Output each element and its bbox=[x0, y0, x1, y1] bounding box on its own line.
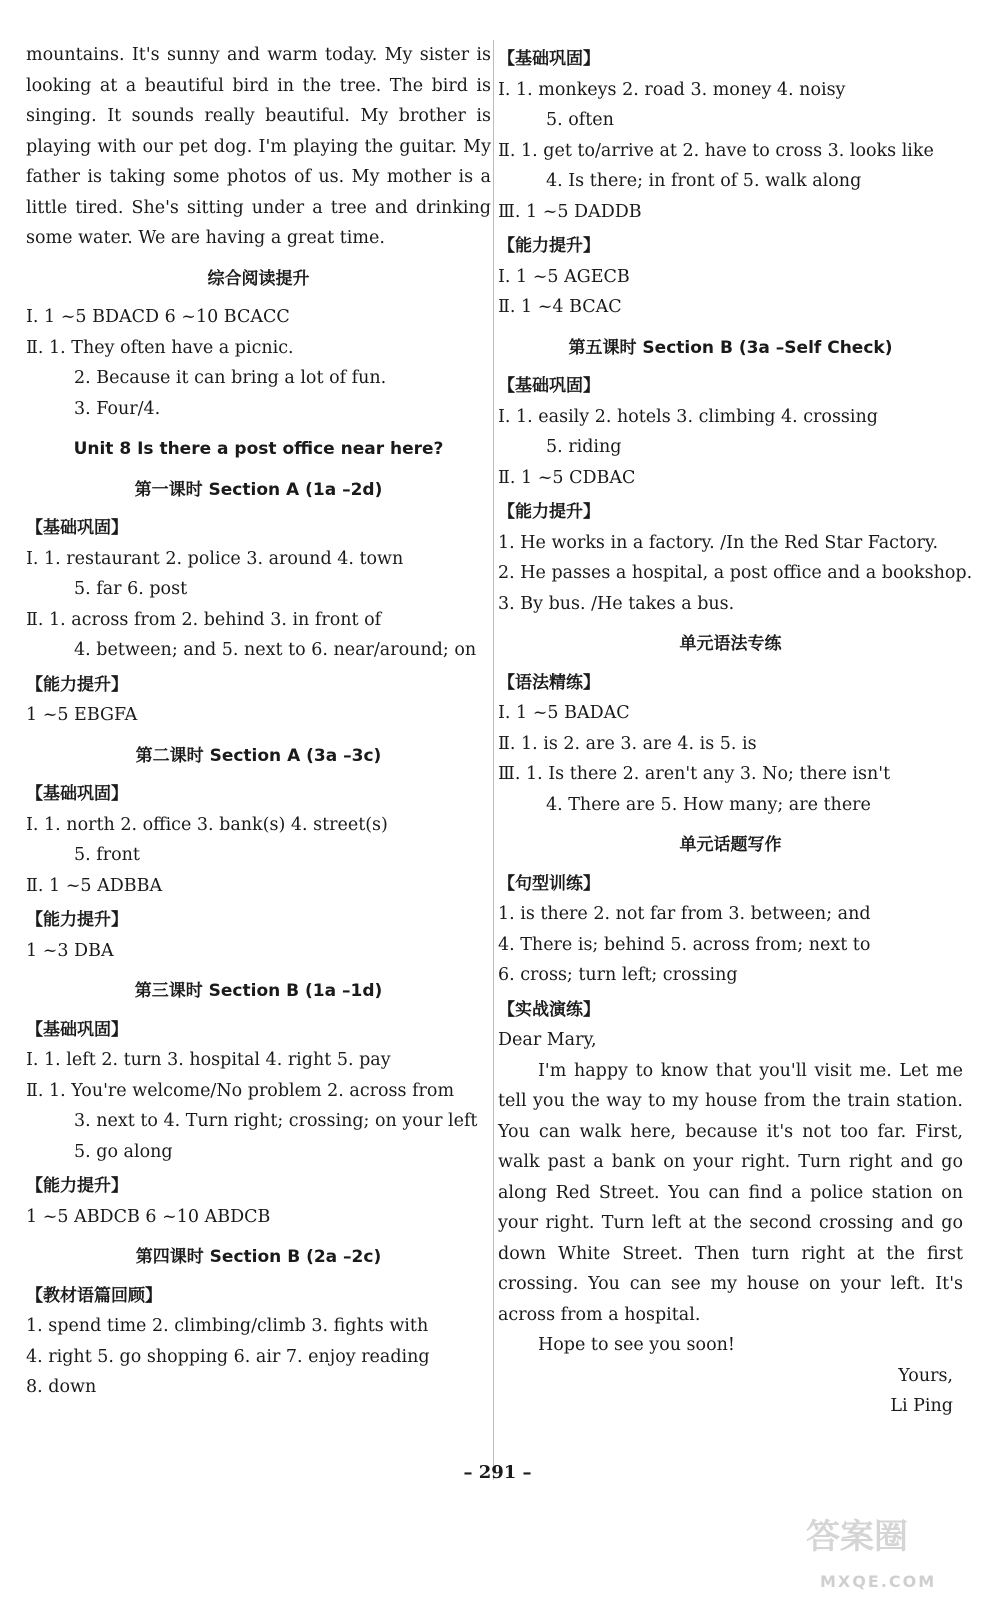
section-label: 【基础巩固】 bbox=[26, 784, 128, 804]
section-label: 【基础巩固】 bbox=[498, 49, 600, 69]
answer-line: 6. cross; turn left; crossing bbox=[498, 965, 738, 985]
answer-line: Ⅲ. 1 ~5 DADDB bbox=[498, 201, 642, 222]
letter-yours: Yours, bbox=[898, 1365, 953, 1386]
section-label: 【基础巩固】 bbox=[26, 518, 128, 538]
watermark-logo bbox=[800, 1505, 980, 1595]
answer-line: Ⅱ. 1. get to/arrive at 2. have to cross 3. looks like bbox=[498, 140, 934, 161]
answer-line: Ⅰ. 1. restaurant 2. police 3. around 4. town bbox=[26, 548, 404, 569]
answer-line: 3. next to 4. Turn right; crossing; on your left bbox=[74, 1111, 478, 1131]
answer-line: Ⅱ. 1 ~5 ADBBA bbox=[26, 875, 163, 896]
lesson-3-title: 第三课时 Section B (1a –1d) bbox=[134, 981, 383, 1001]
section-label: 【句型训练】 bbox=[498, 873, 600, 894]
letter-body: I'm happy to know that you'll visit me. Let me tell you the way to my house from the train station. You can walk here, because it's not too far. First, walk past a bank on your right. Turn right and go along Red Street. You can find a police station on your right. Turn left at the second crossing and go down White Street. Then turn right at the first crossing. You can see my house on your left. It's across from a hospital. bbox=[498, 1060, 963, 1325]
unit-title: Unit 8 Is there a post office near here? bbox=[73, 439, 444, 459]
answer-line: 1 ~3 DBA bbox=[26, 940, 114, 961]
answer-line: 4. There is; behind 5. across from; next to bbox=[498, 934, 871, 955]
answer-line: 3. Four/4. bbox=[74, 398, 161, 419]
column-divider bbox=[493, 40, 494, 1480]
section-label: 【语法精练】 bbox=[498, 672, 600, 693]
answer-line: 1. He works in a factory. /In the Red Star Factory. bbox=[498, 532, 939, 553]
answer-line: 3. By bus. /He takes a bus. bbox=[498, 593, 735, 614]
reading-section-title: 综合阅读提升 bbox=[207, 268, 310, 289]
section-label: 【能力提升】 bbox=[26, 674, 128, 695]
answer-line: Ⅰ. 1. left 2. turn 3. hospital 4. right 5. pay bbox=[26, 1050, 391, 1070]
answer-line: 5. far 6. post bbox=[74, 579, 188, 599]
answer-line: 1. is there 2. not far from 3. between; and bbox=[498, 904, 871, 924]
answer-line: Ⅱ. 1. They often have a picnic. bbox=[26, 337, 294, 358]
answer-line: Ⅱ. 1. across from 2. behind 3. in front of bbox=[26, 609, 382, 630]
answer-line: Ⅱ. 1. You're welcome/No problem 2. across from bbox=[26, 1080, 455, 1101]
section-label: 【基础巩固】 bbox=[26, 1019, 128, 1040]
answer-line: Ⅱ. 1. is 2. are 3. are 4. is 5. is bbox=[498, 733, 757, 754]
answer-line: 4. between; and 5. next to 6. near/around; on bbox=[74, 640, 477, 660]
answer-line: 4. Is there; in front of 5. walk along bbox=[546, 171, 862, 191]
answer-line: Ⅲ. 1. Is there 2. aren't any 3. No; there isn't bbox=[498, 764, 891, 784]
letter-greeting: Dear Mary, bbox=[498, 1030, 597, 1050]
section-label: 【能力提升】 bbox=[498, 236, 600, 256]
answer-line: 2. He passes a hospital, a post office and a bookshop. bbox=[498, 563, 973, 583]
section-label: 【教材语篇回顾】 bbox=[26, 1285, 162, 1306]
answer-line: 1. spend time 2. climbing/climb 3. fights with bbox=[26, 1316, 429, 1336]
section-label: 【能力提升】 bbox=[26, 1176, 128, 1196]
answer-line: Ⅰ. 1. north 2. office 3. bank(s) 4. street(s) bbox=[26, 814, 388, 835]
answer-line: 8. down bbox=[26, 1377, 97, 1397]
section-label: 【能力提升】 bbox=[26, 910, 128, 930]
answer-line: Ⅱ. 1 ~4 BCAC bbox=[498, 297, 622, 317]
answer-line: Ⅰ. 1. monkeys 2. road 3. money 4. noisy bbox=[498, 79, 846, 100]
watermark-brand: 答案圈 bbox=[806, 1517, 908, 1557]
right-column bbox=[498, 40, 973, 1422]
answer-line: Ⅰ. 1 ~5 BADAC bbox=[498, 703, 630, 723]
lesson-2-title: 第二课时 Section A (3a –3c) bbox=[135, 745, 382, 766]
watermark-url: MXQE.COM bbox=[820, 1572, 937, 1591]
answer-line: 4. There are 5. How many; are there bbox=[546, 794, 871, 815]
answer-line: 1 ~5 ABDCB 6 ~10 ABDCB bbox=[26, 1206, 271, 1227]
section-label: 【实战演练】 bbox=[498, 999, 600, 1020]
answer-line: Ⅰ. 1 ~5 AGECB bbox=[498, 266, 630, 287]
answer-line: 4. right 5. go shopping 6. air 7. enjoy reading bbox=[26, 1346, 430, 1367]
writing-title: 单元话题写作 bbox=[679, 835, 782, 855]
answer-line: 1 ~5 EBGFA bbox=[26, 705, 138, 725]
lesson-1-title: 第一课时 Section A (1a –2d) bbox=[134, 479, 383, 500]
answer-line: Ⅰ. 1 ~5 BDACD 6 ~10 BCACC bbox=[26, 307, 290, 327]
answer-line: 5. often bbox=[546, 110, 614, 130]
section-label: 【基础巩固】 bbox=[498, 376, 600, 396]
lesson-5-title: 第五课时 Section B (3a –Self Check) bbox=[568, 337, 893, 358]
answer-line: Ⅱ. 1 ~5 CDBAC bbox=[498, 467, 636, 488]
letter-signature: Li Ping bbox=[890, 1396, 953, 1416]
page-number: – 291 – bbox=[463, 1462, 532, 1483]
left-column bbox=[26, 40, 491, 1403]
section-label: 【能力提升】 bbox=[498, 502, 600, 522]
answer-line: Ⅰ. 1. easily 2. hotels 3. climbing 4. crossing bbox=[498, 406, 878, 427]
answer-line: 2. Because it can bring a lot of fun. bbox=[74, 368, 387, 388]
answer-line: 5. front bbox=[74, 845, 140, 865]
grammar-title: 单元语法专练 bbox=[679, 634, 782, 654]
letter-closing: Hope to see you soon! bbox=[538, 1335, 735, 1355]
answer-line: 5. go along bbox=[74, 1141, 173, 1162]
story-paragraph: mountains. It's sunny and warm today. My sister is looking at a beautiful bird in the tree. The bird is singing. It sounds really beautiful. My brother is playing with our pet dog. I'm playing the guitar. My father is taking some photos of us. My mother is a little tired. She's sitting under a tree and drinking some water. We are having a great time. bbox=[26, 45, 491, 248]
answer-line: 5. riding bbox=[546, 437, 622, 457]
lesson-4-title: 第四课时 Section B (2a –2c) bbox=[135, 1247, 382, 1267]
